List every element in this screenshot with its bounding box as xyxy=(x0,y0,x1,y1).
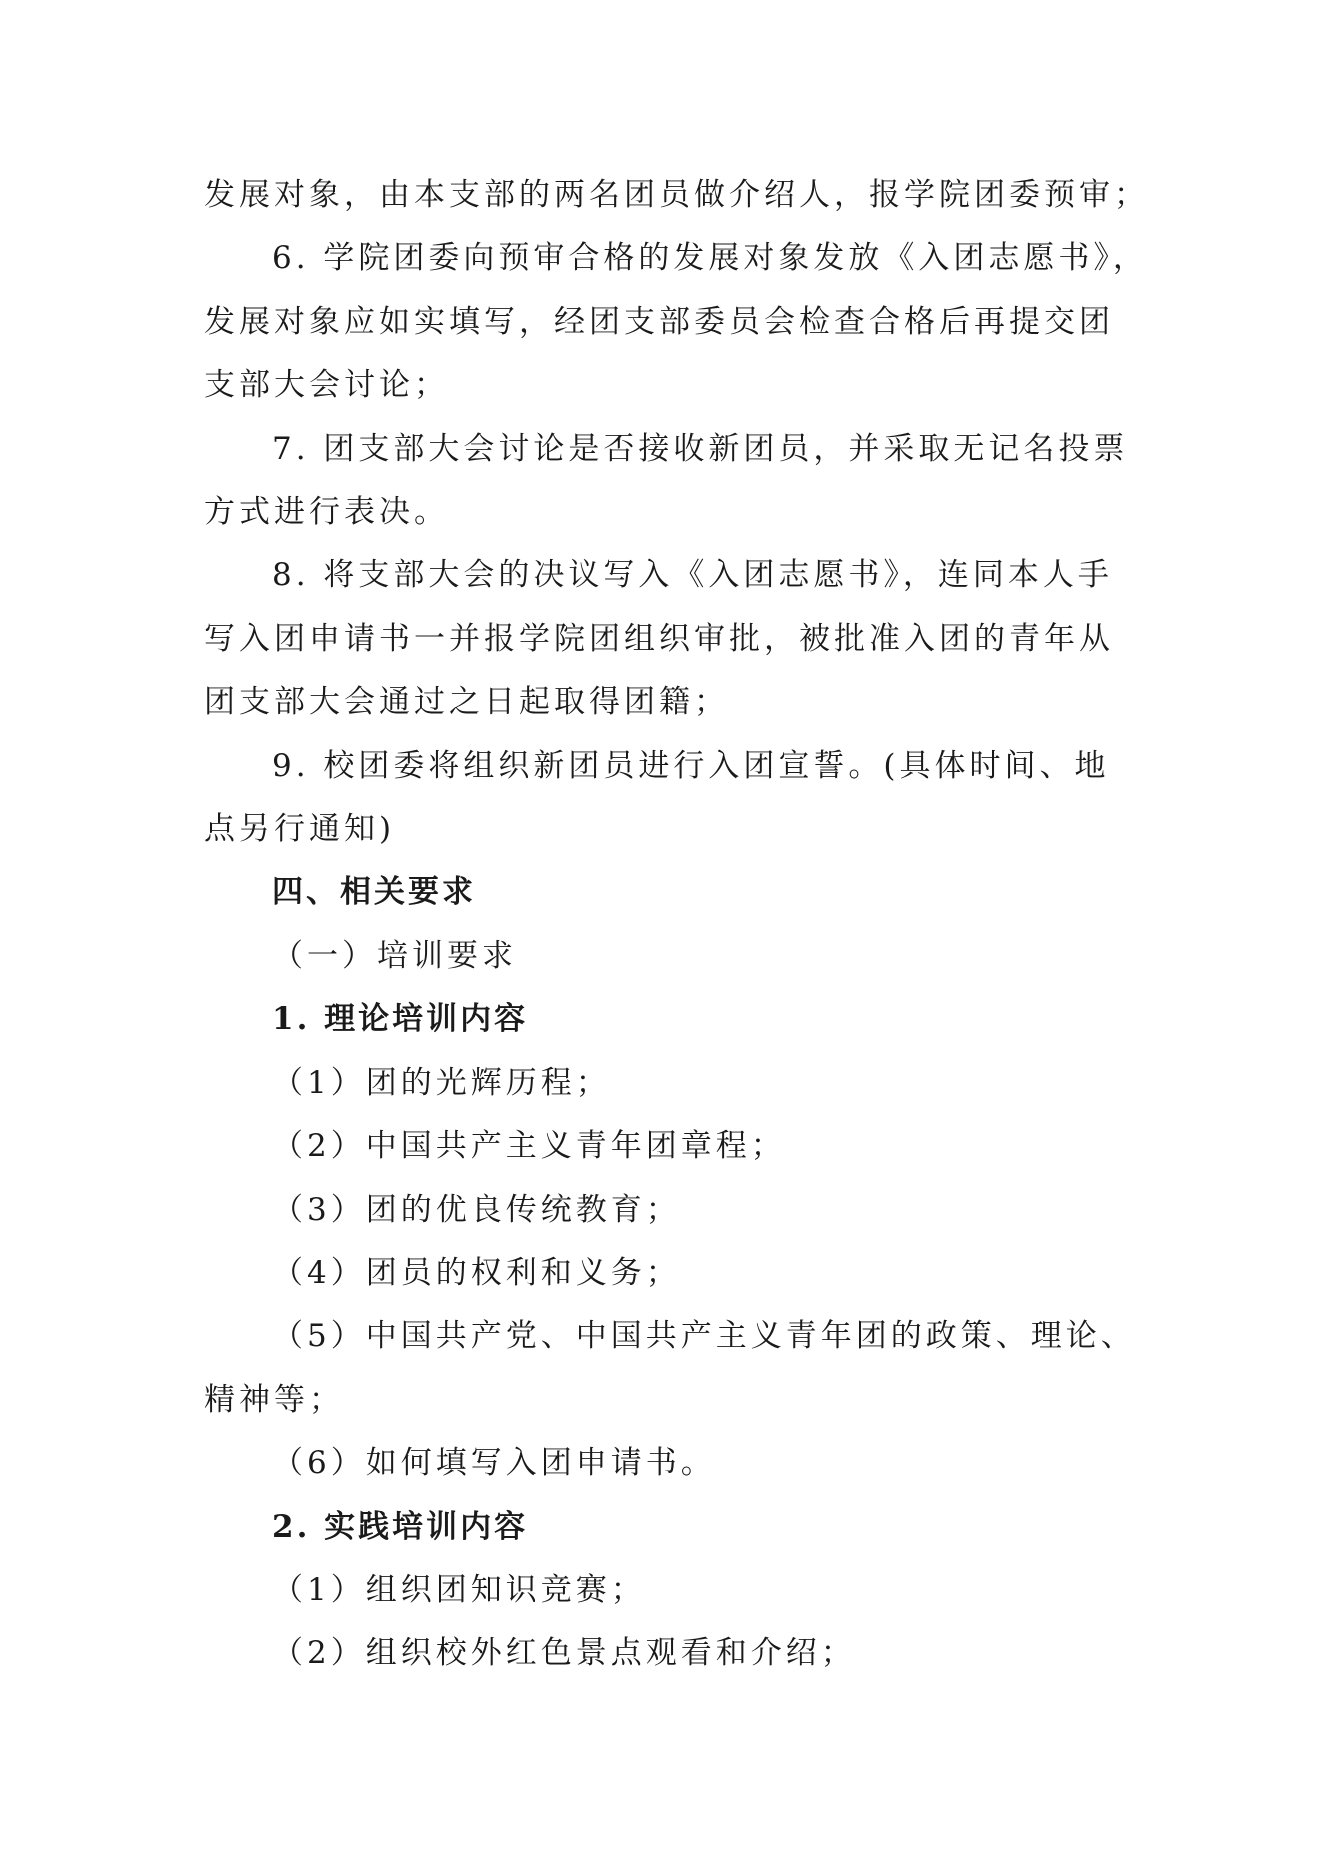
paragraph-line: 方式进行表决。 xyxy=(204,494,449,531)
section-heading: 四、相关要求 xyxy=(272,874,476,911)
list-item-7: 7. 团支部大会讨论是否接收新团员，并采取无记名投票 xyxy=(272,430,1129,467)
document-body xyxy=(204,164,1149,1686)
paragraph-line: 点另行通知) xyxy=(204,811,396,848)
paragraph-line: 写入团申请书一并报学院团组织审批，被批准入团的青年从 xyxy=(204,620,1114,657)
list-item: （1）团的光辉历程； xyxy=(272,1064,611,1101)
paragraph-line: 发展对象应如实填写，经团支部委员会检查合格后再提交团 xyxy=(204,303,1114,340)
list-item: （2）中国共产主义青年团章程； xyxy=(272,1128,786,1165)
list-item: （5）中国共产党、中国共产主义青年团的政策、理论、 xyxy=(272,1318,1136,1355)
list-item: （2）组织校外红色景点观看和介绍； xyxy=(272,1635,856,1672)
list-item-8: 8. 将支部大会的决议写入《入团志愿书》，连同本人手 xyxy=(272,557,1113,594)
list-item: （3）团的优良传统教育； xyxy=(272,1191,681,1228)
paragraph-line: 发展对象，由本支部的两名团员做介绍人，报学院团委预审； xyxy=(204,177,1149,213)
paragraph-line: 精神等； xyxy=(204,1381,344,1418)
paragraph-line: 支部大会讨论； xyxy=(204,367,449,404)
bold-heading-practice: 2. 实践培训内容 xyxy=(272,1508,529,1545)
subsection-heading: （一）培训要求 xyxy=(272,937,517,974)
list-item-9: 9. 校团委将组织新团员进行入团宣誓。(具体时间、地 xyxy=(272,747,1110,784)
list-item: （4）团员的权利和义务； xyxy=(272,1254,681,1291)
bold-heading-theory: 1. 理论培训内容 xyxy=(272,1001,529,1038)
list-item-6: 6. 学院团委向预审合格的发展对象发放《入团志愿书》， xyxy=(272,240,1148,277)
list-item: （6）如何填写入团申请书。 xyxy=(272,1445,716,1482)
paragraph-line: 团支部大会通过之日起取得团籍； xyxy=(204,684,729,721)
list-item: （1）组织团知识竞赛； xyxy=(272,1571,646,1608)
